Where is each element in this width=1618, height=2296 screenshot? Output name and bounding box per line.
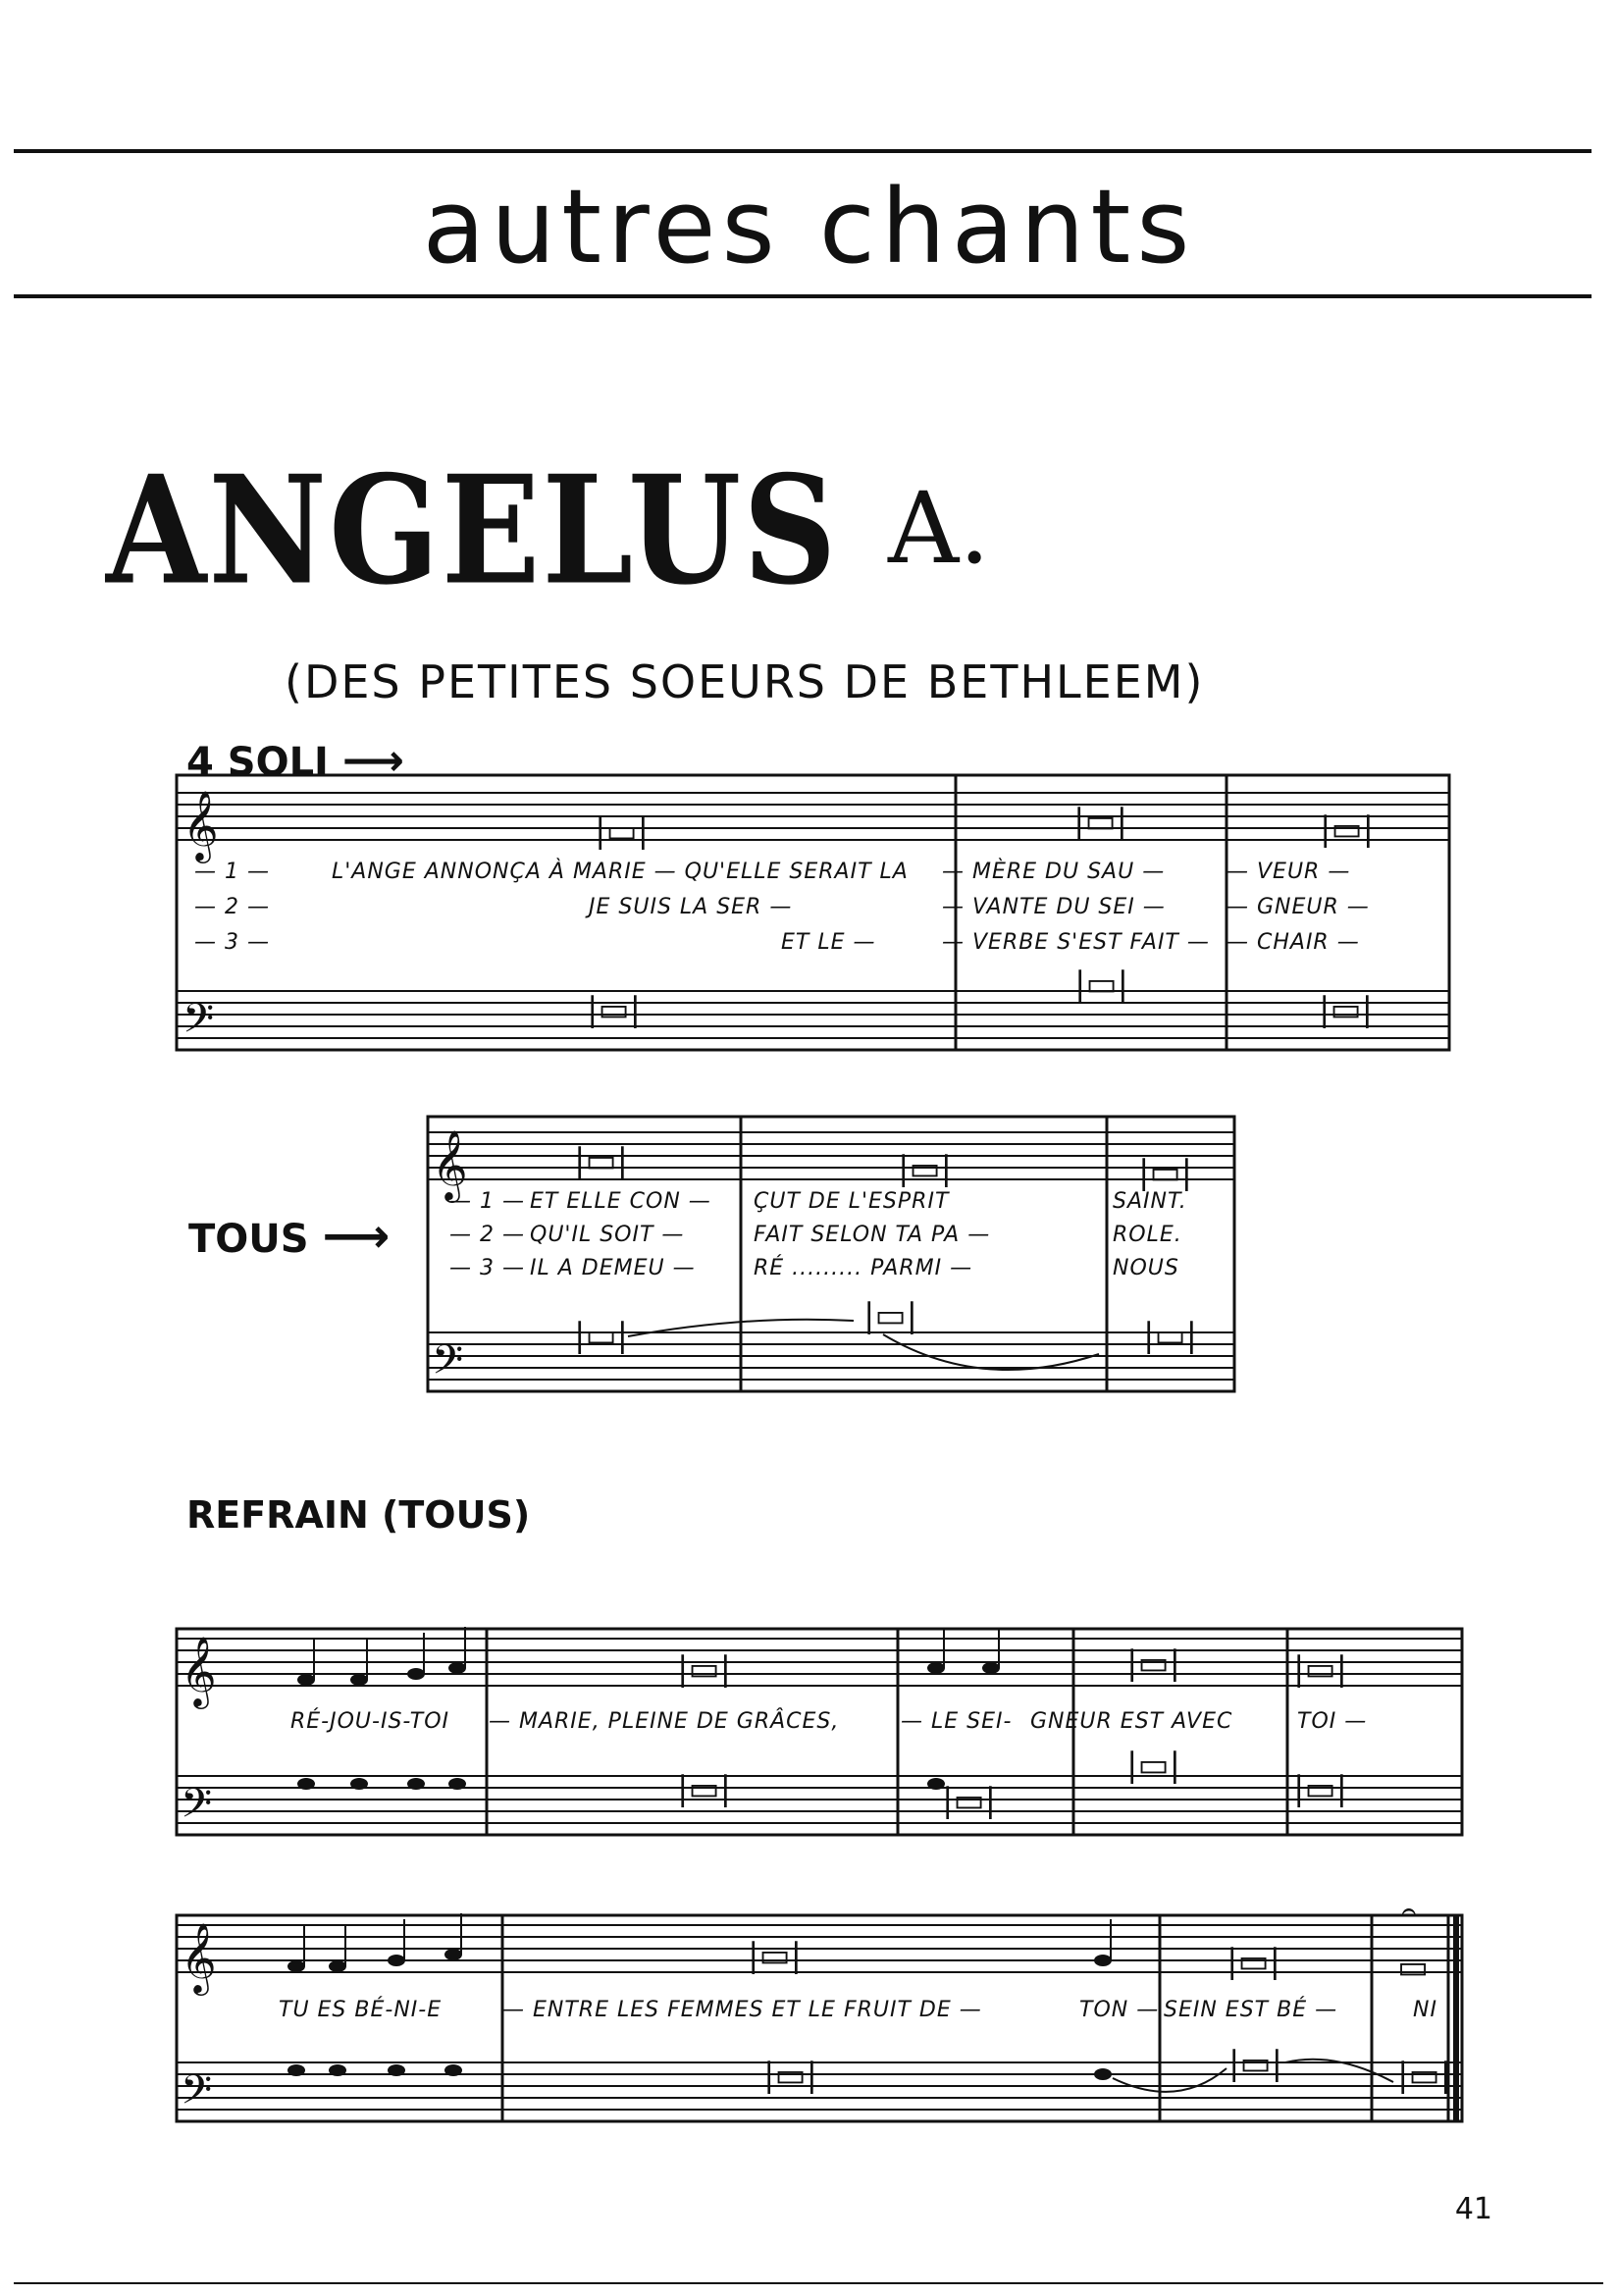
tous-verse-1-number: — 1 — bbox=[449, 1189, 525, 1214]
soli-verse-1-number: — 1 — bbox=[194, 860, 270, 884]
refrain-1-segment-1: RÉ-JOU-IS-TOI bbox=[290, 1709, 450, 1734]
soli-verse-2-text-c: — GNEUR — bbox=[1227, 895, 1370, 919]
soli-verse-1-text-b: — MÈRE DU SAU — bbox=[942, 860, 1166, 884]
refrain-label: REFRAIN (TOUS) bbox=[186, 1493, 531, 1537]
svg-text:𝄢: 𝄢 bbox=[432, 1336, 464, 1393]
svg-text:𝄞: 𝄞 bbox=[181, 1921, 217, 1993]
svg-text:|▭|: |▭| bbox=[1319, 990, 1374, 1029]
soli-verse-2-text-a: JE SUIS LA SER — bbox=[589, 895, 793, 919]
staff-system-tous bbox=[428, 1117, 1234, 1393]
svg-text:|▭|: |▭| bbox=[1126, 1644, 1181, 1683]
soli-verse-2-number: — 2 — bbox=[194, 895, 270, 919]
svg-text:|▭|: |▭| bbox=[1293, 1649, 1348, 1689]
svg-text:|▭|: |▭| bbox=[1397, 2056, 1452, 2095]
svg-text:𝄢: 𝄢 bbox=[181, 1780, 213, 1837]
tous-verse-3-text-c: NOUS bbox=[1113, 1256, 1179, 1280]
song-variant: A. bbox=[888, 471, 991, 586]
section-title: autres chants bbox=[422, 167, 1196, 287]
refrain-1-segment-5: TOI — bbox=[1297, 1709, 1368, 1734]
soli-verse-3-text-b: — VERBE S'EST FAIT — bbox=[942, 930, 1210, 955]
svg-text:𝄢: 𝄢 bbox=[183, 995, 215, 1052]
svg-text:|▭|: |▭| bbox=[677, 1649, 732, 1689]
svg-text:|▭|: |▭| bbox=[942, 1781, 997, 1820]
svg-text:|▭|: |▭| bbox=[898, 1149, 953, 1188]
svg-text:|▭|: |▭| bbox=[587, 990, 642, 1029]
refrain-2-segment-4: SEIN EST BÉ — bbox=[1164, 1998, 1338, 2022]
tous-verse-3-number: — 3 — bbox=[449, 1256, 525, 1280]
tous-verse-3-text-b: RÉ ......... PARMI — bbox=[754, 1256, 973, 1280]
footer-rule bbox=[14, 2282, 1603, 2284]
refrain-2-segment-2: — ENTRE LES FEMMES ET LE FRUIT DE — bbox=[502, 1998, 982, 2022]
svg-text:|▭|: |▭| bbox=[677, 1769, 732, 1808]
svg-text:𝄞: 𝄞 bbox=[183, 789, 219, 861]
song-title: ANGELUS bbox=[106, 444, 839, 619]
svg-text:▭: ▭ bbox=[1397, 1948, 1430, 1987]
refrain-2-segment-1: TU ES BÉ-NI-E bbox=[279, 1998, 443, 2022]
page-number: 41 bbox=[1454, 2192, 1492, 2226]
soli-verse-3-text-a: ET LE — bbox=[781, 930, 876, 955]
soli-verse-1-text-a: L'ANGE ANNONÇA À MARIE — QU'ELLE SERAIT LA bbox=[332, 860, 909, 884]
svg-text:|▭|: |▭| bbox=[748, 1936, 803, 1975]
soli-verse-3-number: — 3 — bbox=[194, 930, 270, 955]
soli-label-text: 4 SOLI bbox=[186, 740, 329, 785]
tous-verse-1-text-b: ÇUT DE L'ESPRIT bbox=[754, 1189, 950, 1214]
svg-text:|▭|: |▭| bbox=[1143, 1316, 1198, 1355]
arrow-right-icon: ⟶ bbox=[341, 736, 404, 786]
svg-text:|▭|: |▭| bbox=[1228, 2044, 1283, 2083]
svg-text:𝄐: 𝄐 bbox=[1401, 1896, 1417, 1928]
refrain-1-segment-3: — LE SEI- bbox=[901, 1709, 1013, 1734]
svg-text:|▭|: |▭| bbox=[574, 1141, 629, 1180]
arrow-right-icon: ⟶ bbox=[322, 1209, 391, 1264]
refrain-2-segment-3: TON — bbox=[1079, 1998, 1160, 2022]
svg-text:|▭|: |▭| bbox=[1074, 965, 1129, 1004]
svg-text:|▭|: |▭| bbox=[1073, 802, 1128, 841]
svg-text:|▭|: |▭| bbox=[863, 1296, 918, 1335]
tous-verse-2-text-a: QU'IL SOIT — bbox=[530, 1223, 685, 1247]
svg-text:|▭|: |▭| bbox=[763, 2056, 818, 2095]
tous-verse-1-text-a: ET ELLE CON — bbox=[530, 1189, 711, 1214]
tous-verse-1-text-c: SAINT. bbox=[1113, 1189, 1187, 1214]
tous-verse-2-number: — 2 — bbox=[449, 1223, 525, 1247]
tous-verse-2-text-b: FAIT SELON TA PA — bbox=[754, 1223, 991, 1247]
svg-text:𝄞: 𝄞 bbox=[432, 1128, 468, 1200]
svg-text:|▭|: |▭| bbox=[1320, 809, 1375, 849]
tous-verse-2-text-c: ROLE. bbox=[1113, 1223, 1182, 1247]
soli-verse-1-text-c: — VEUR — bbox=[1227, 860, 1351, 884]
svg-text:|▭|: |▭| bbox=[1227, 1942, 1281, 1981]
svg-text:𝄢: 𝄢 bbox=[181, 2066, 213, 2123]
soli-verse-3-text-c: — CHAIR — bbox=[1227, 930, 1360, 955]
soli-verse-2-text-b: — VANTE DU SEI — bbox=[942, 895, 1166, 919]
refrain-1-segment-4: GNEUR EST AVEC bbox=[1030, 1709, 1233, 1734]
tous-label-text: TOUS bbox=[188, 1217, 309, 1262]
svg-text:|▭|: |▭| bbox=[574, 1316, 629, 1355]
song-subtitle: (DES PETITES SOEURS DE BETHLEEM) bbox=[285, 655, 1205, 708]
refrain-2-segment-5: NI bbox=[1413, 1998, 1437, 2022]
svg-text:|▭|: |▭| bbox=[1126, 1746, 1181, 1785]
svg-text:|▭|: |▭| bbox=[1293, 1769, 1348, 1808]
refrain-1-segment-2: — MARIE, PLEINE DE GRÂCES, bbox=[489, 1709, 840, 1734]
svg-text:𝄞: 𝄞 bbox=[181, 1635, 217, 1706]
svg-text:|▭|: |▭| bbox=[595, 811, 650, 851]
svg-text:|▭|: |▭| bbox=[1138, 1153, 1193, 1192]
tous-verse-3-text-a: IL A DEMEU — bbox=[530, 1256, 696, 1280]
